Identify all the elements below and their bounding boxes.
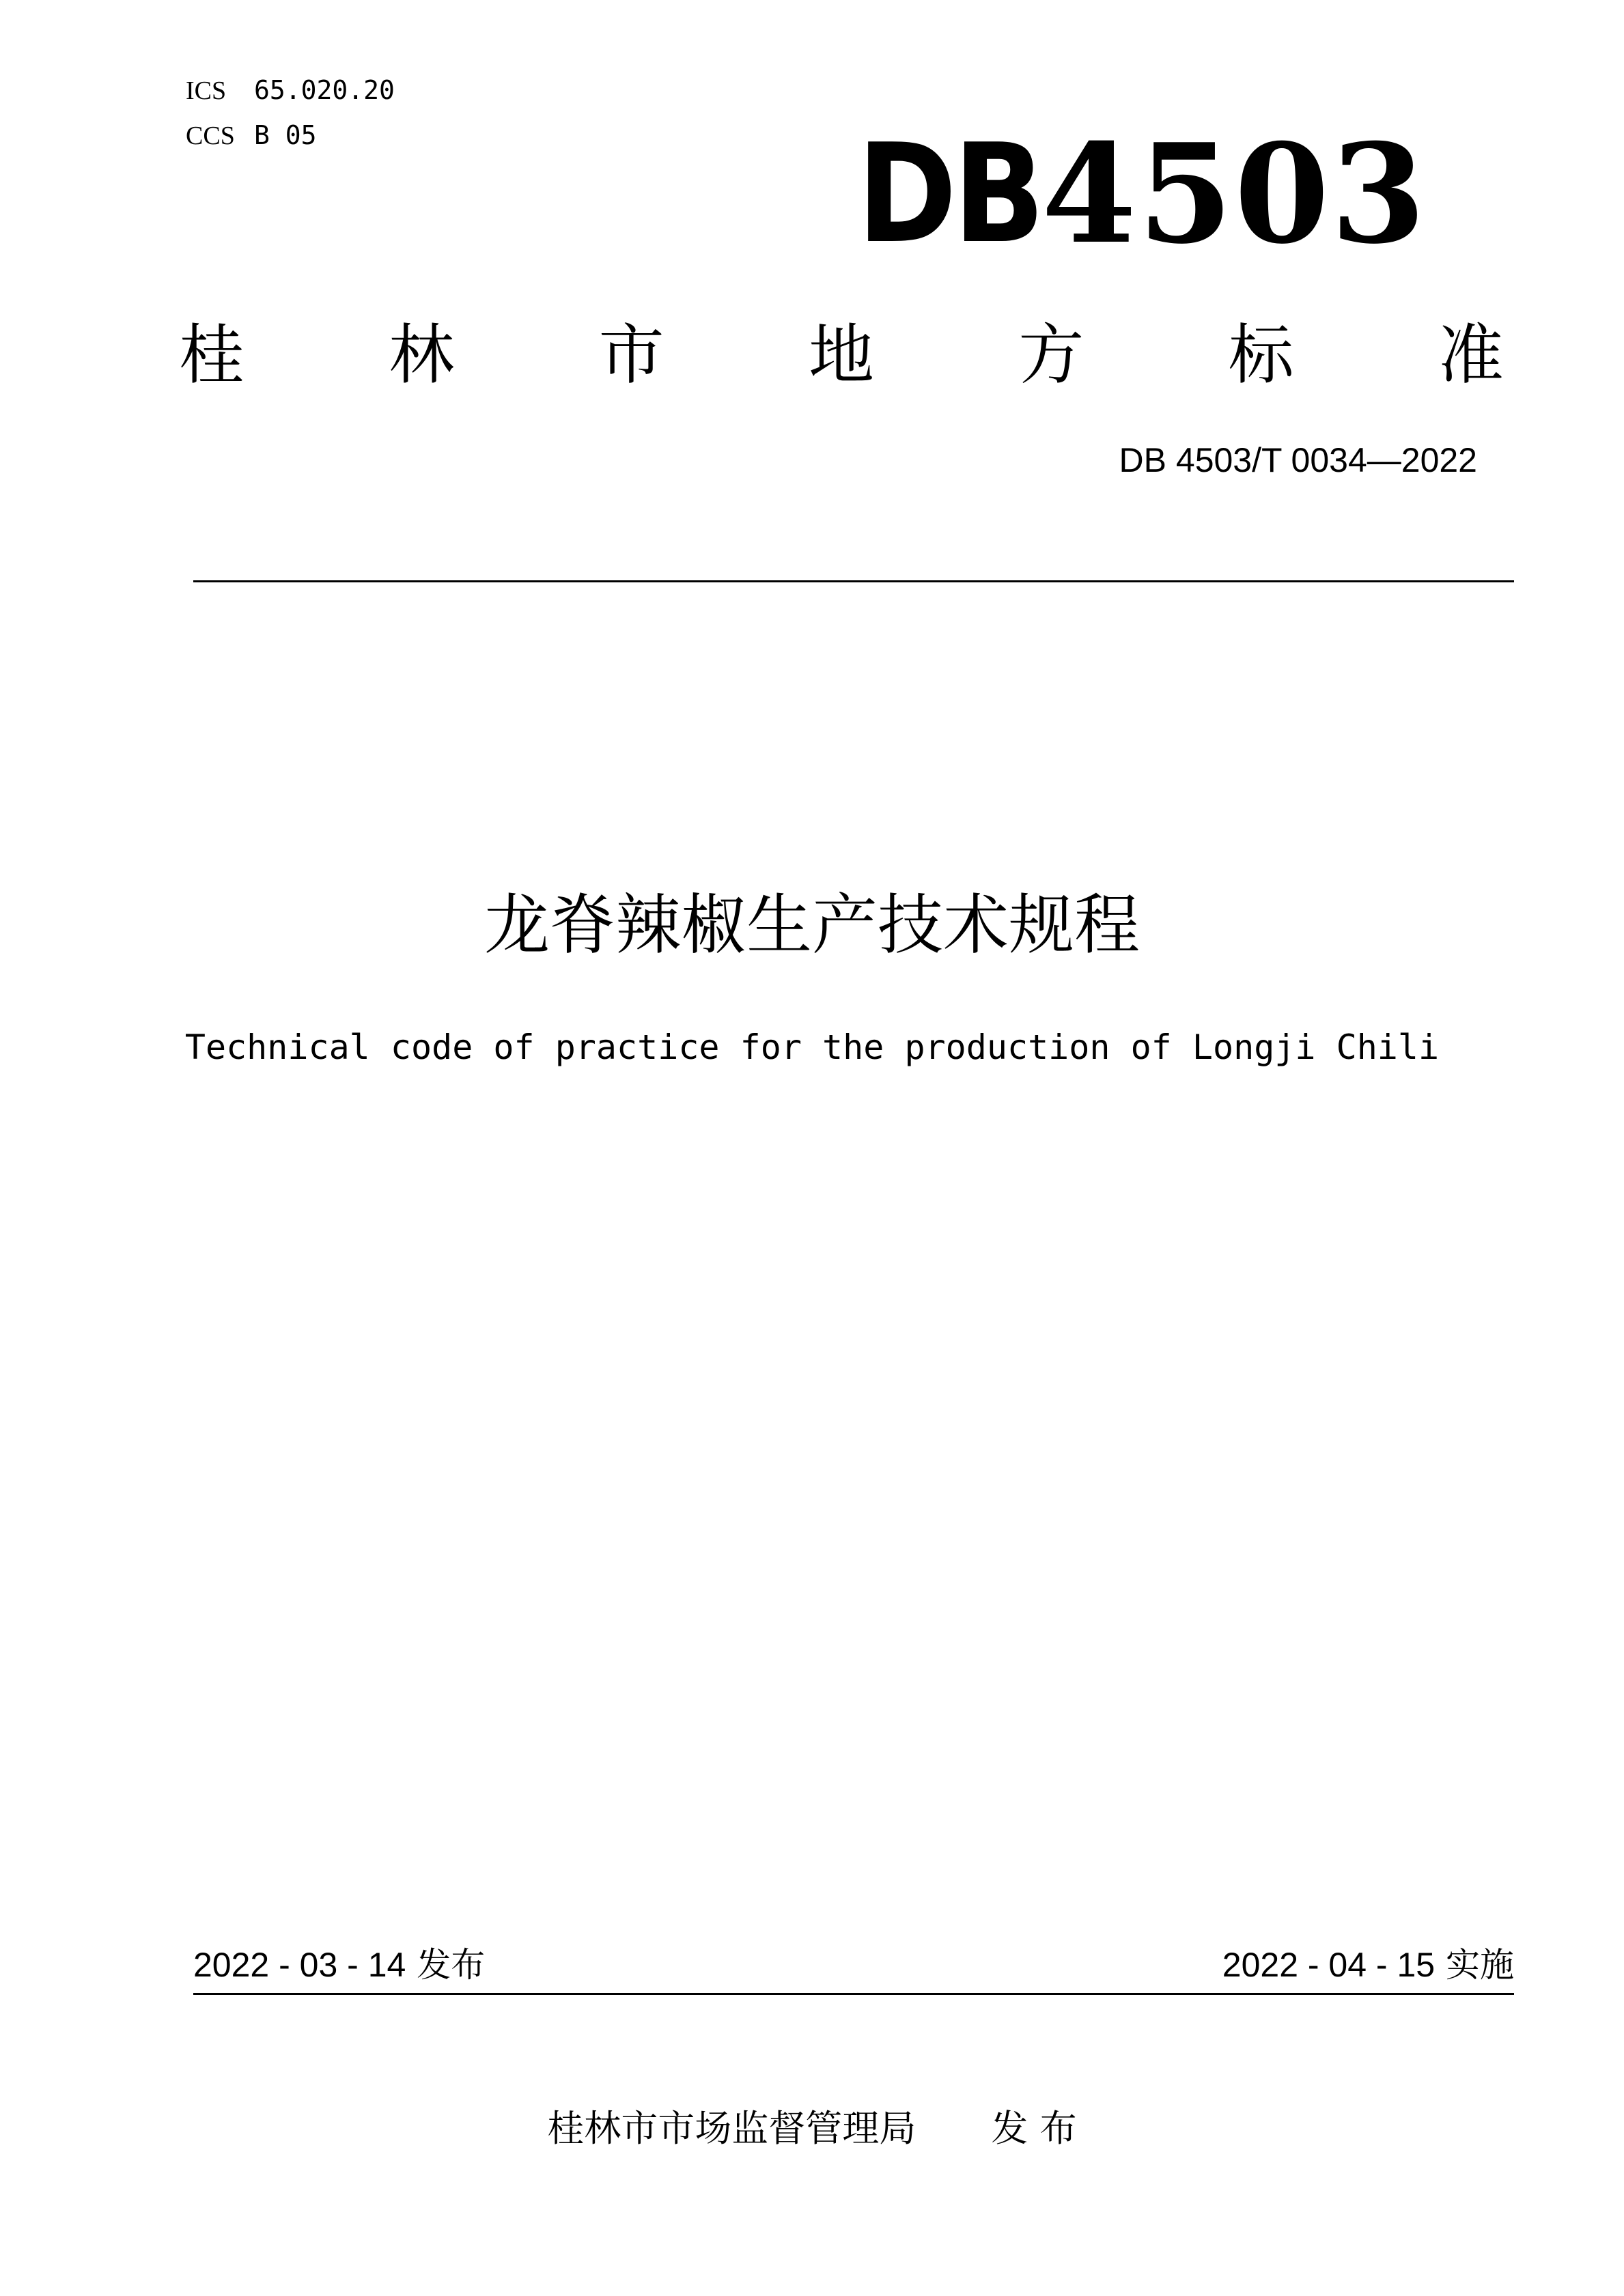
publisher-line xyxy=(0,2099,1624,2152)
issue-date-value: 2022 - 03 - 14 xyxy=(193,1946,406,1984)
ics-label: ICS xyxy=(186,76,227,105)
ccs-label: CCS xyxy=(186,122,235,150)
header-divider xyxy=(193,580,1514,582)
publisher-action: 发 布 xyxy=(991,2107,1077,2150)
standard-type-char: 桂 xyxy=(179,317,244,393)
publisher-name: 桂林市市场监督管理局 xyxy=(547,2107,916,2150)
issue-date-label: 发布 xyxy=(417,1945,486,1985)
standard-code: DB 4503/T 0034—2022 xyxy=(1119,441,1477,479)
logo-prefix: DB xyxy=(857,115,1041,274)
standard-type-char: 准 xyxy=(1438,317,1504,393)
document-title-en: Technical code of practice for the production of Longji Chili xyxy=(184,1027,1440,1067)
standard-type-char: 林 xyxy=(389,317,455,393)
footer-divider xyxy=(193,1993,1514,1995)
implementation-date xyxy=(1222,1938,1514,1987)
standard-type-char: 市 xyxy=(598,317,664,393)
standard-type-char: 标 xyxy=(1228,317,1294,393)
standard-type-heading xyxy=(179,314,1504,396)
ics-classification xyxy=(186,75,395,106)
document-title-cn: 龙脊辣椒生产技术规程 xyxy=(484,887,1140,963)
ccs-value: B 05 xyxy=(254,120,317,150)
implementation-date-label: 实施 xyxy=(1446,1945,1514,1985)
standard-type-char: 方 xyxy=(1018,317,1084,393)
ccs-classification xyxy=(186,120,317,151)
standard-type-char: 地 xyxy=(808,317,874,393)
issue-date xyxy=(193,1938,485,1987)
db-standard-logo xyxy=(857,114,1427,274)
implementation-date-value: 2022 - 04 - 15 xyxy=(1222,1946,1436,1984)
ics-value: 65.020.20 xyxy=(254,75,395,105)
logo-number: 4503 xyxy=(1041,114,1427,274)
